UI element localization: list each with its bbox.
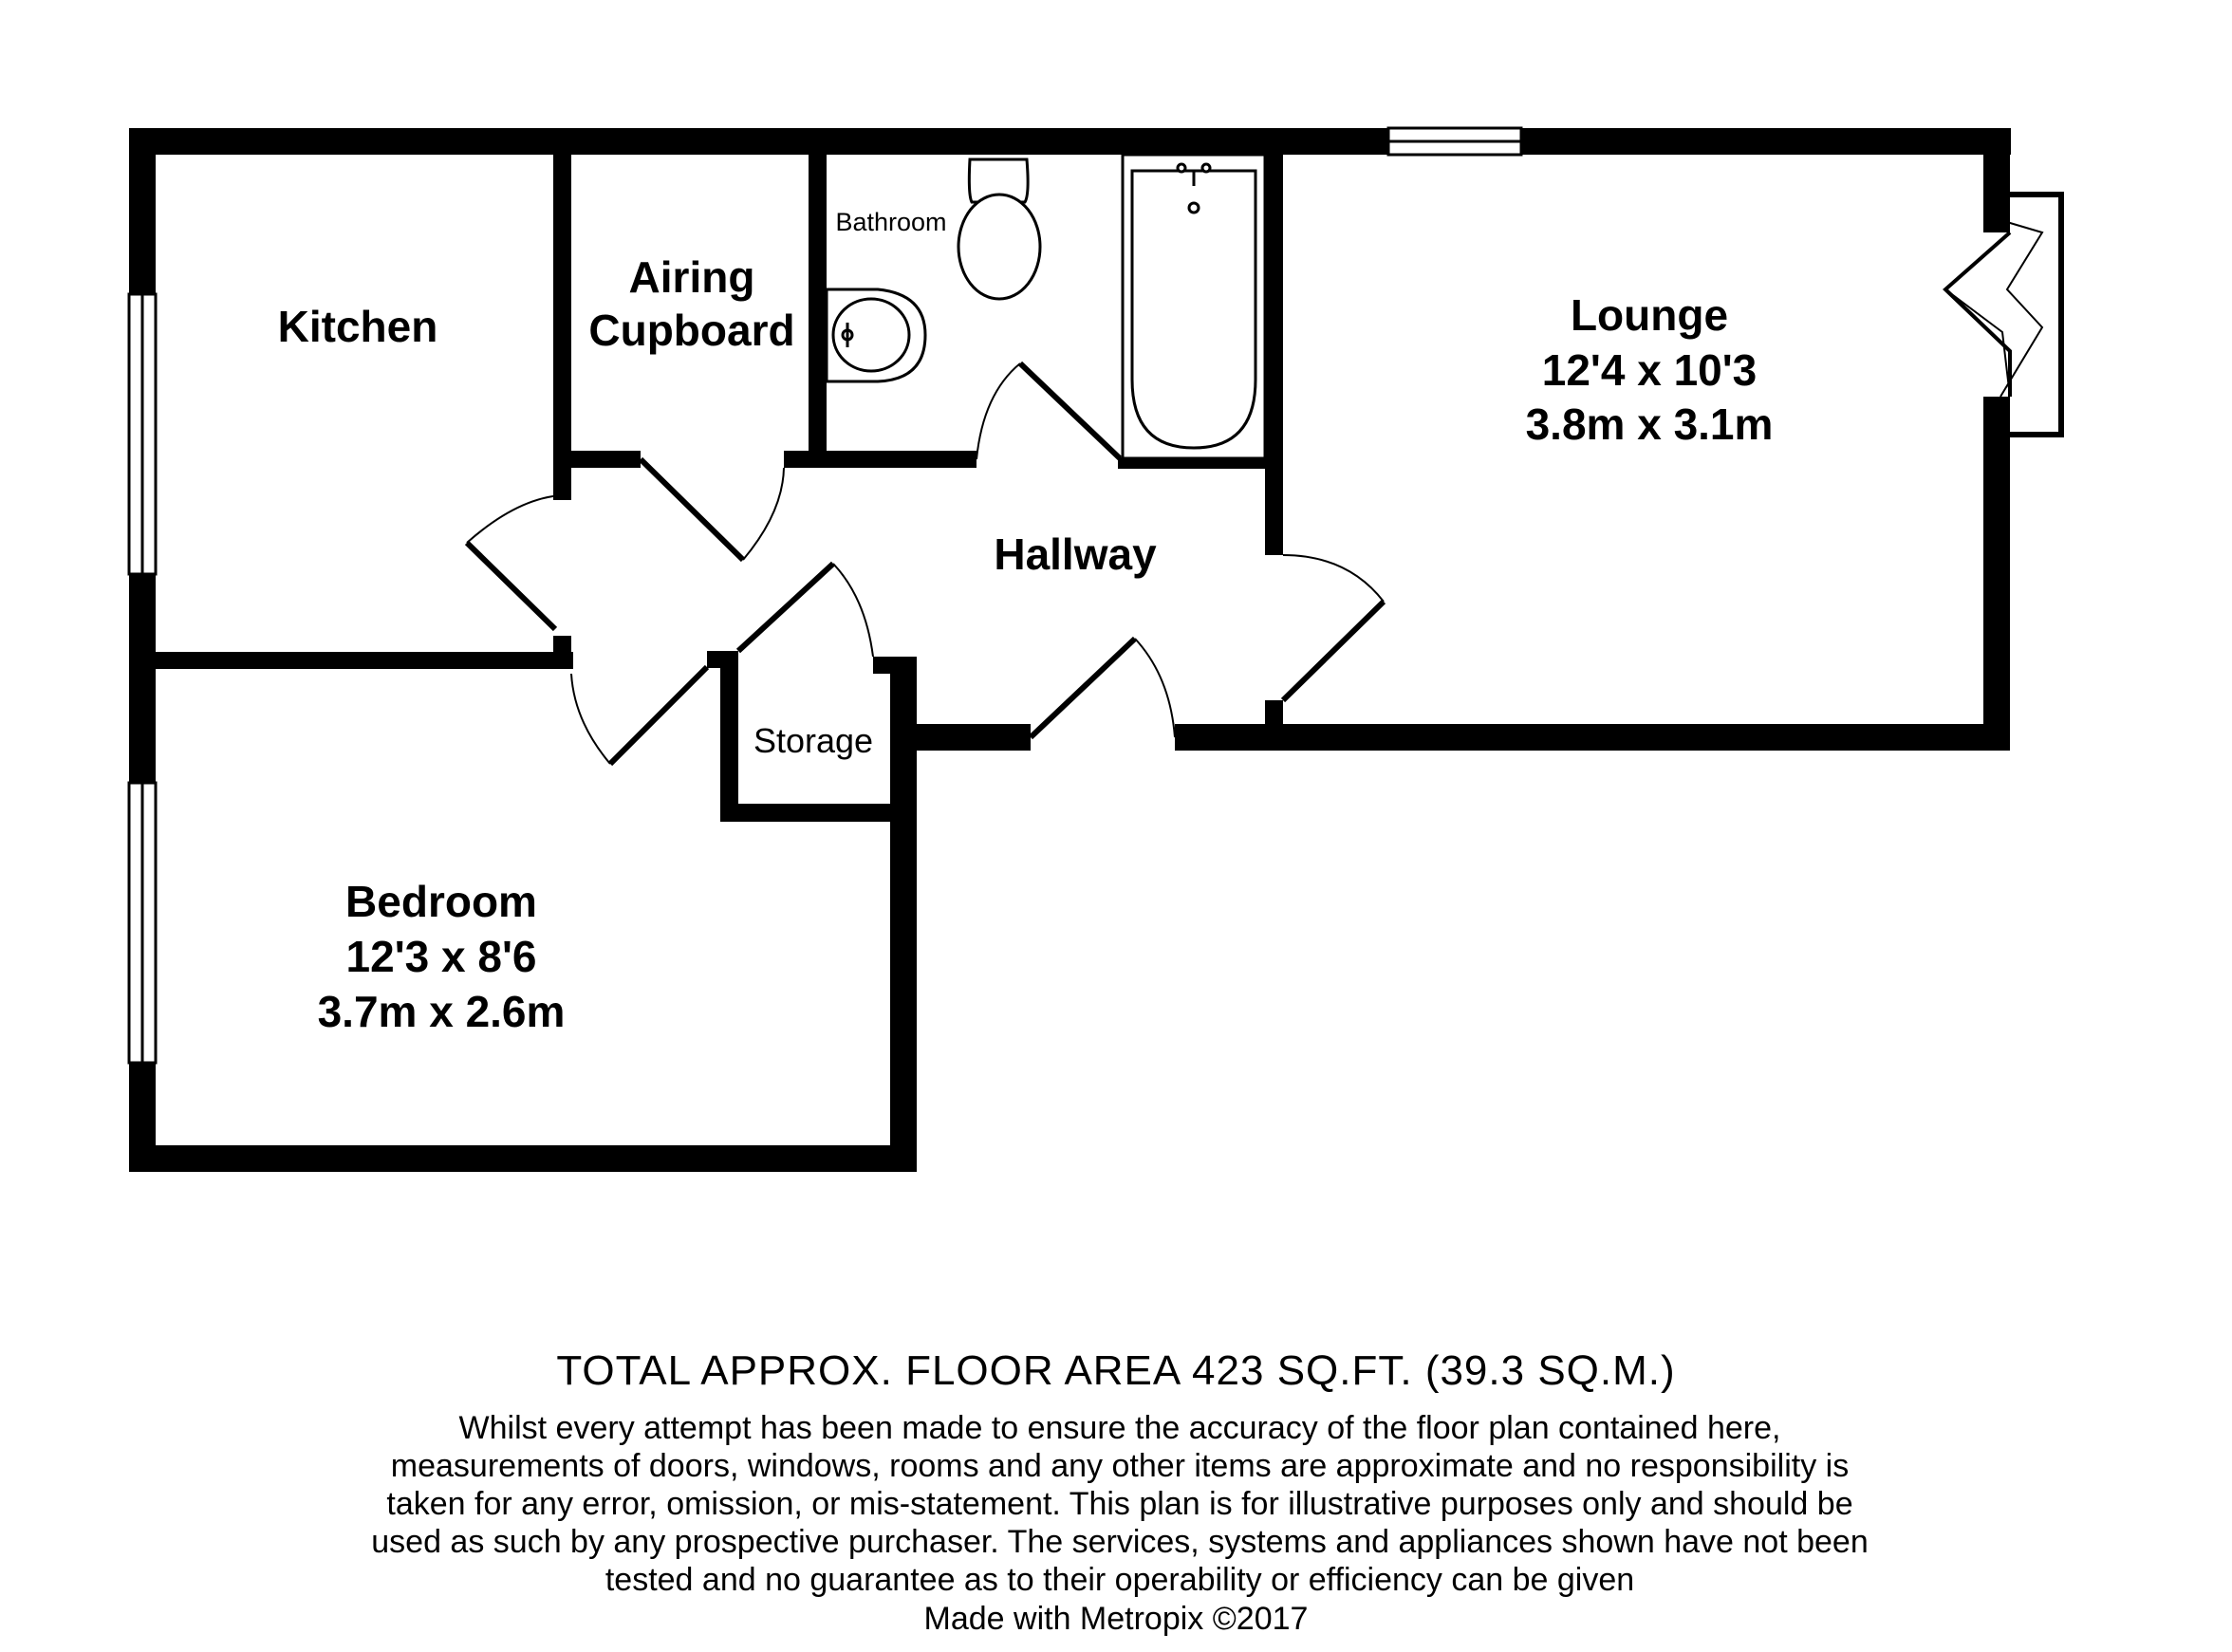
wall-top-right [1521,128,2011,155]
door-lounge [1283,602,1384,700]
door-airing-cupboard [641,459,743,560]
wall-bath-lounge [1265,128,1283,555]
wall-kitchen-door-stub [553,636,571,669]
wall-kitchen-bedroom [129,652,573,669]
wall-bottom-hall-right [1175,724,2010,751]
wall-kitchen-airing [553,128,571,500]
room-labels [278,208,1774,1036]
lounge-dim-metric: 3.8m x 3.1m [1525,399,1774,449]
wall-storage-right [873,657,917,674]
airing-cupboard-label-line1: Airing [628,252,755,302]
wall-right-upper [1983,128,2010,232]
wall-lounge-hall-stub [1265,700,1283,751]
wall-bottom-hall-left [890,724,1031,751]
door-bathroom [1020,363,1120,458]
wall-bottom-bedroom [129,1145,917,1172]
door-bedroom [610,667,707,764]
wall-left-middle [129,574,156,783]
door-storage [738,564,833,651]
storage-label: Storage [753,721,874,760]
bathroom-fixtures [827,155,1265,458]
hallway-label: Hallway [994,529,1157,579]
disclaimer-text: Whilst every attempt has been made to ensure the accuracy of the floor plan contained here, measurements of doors, windows, rooms and any other items are approximate and no responsibility is taken for any error, omission, or mis-statement. This plan is for illustrative purposes only and should be used as such by any prospective purchaser. The services, systems and appliances shown have not been tested and no guarantee as to their operability or efficiency can be given [371,1410,1869,1598]
wall-bath-bottom-left [784,451,976,468]
bedroom-label: Bedroom [345,877,537,926]
wall-top-left [129,128,1388,155]
airing-cupboard-label-line2: Cupboard [588,306,795,355]
wall-right-lower [1983,397,2010,751]
lounge-dim-imperial: 12'4 x 10'3 [1541,345,1758,395]
bedroom-dim-metric: 3.7m x 2.6m [317,987,566,1036]
wall-storage-stub [707,651,738,668]
wall-storage-bottom [720,804,917,822]
door-entrance [1031,639,1135,737]
wall-airing-bottom [553,451,641,468]
door-kitchen [467,543,555,629]
kitchen-label: Kitchen [277,302,438,351]
bedroom-dim-imperial: 12'3 x 8'6 [345,932,537,981]
wall-left-upper [129,128,156,294]
lounge-label: Lounge [1570,290,1729,340]
basin-icon [827,289,925,381]
toilet-icon [958,159,1040,299]
total-floor-area: TOTAL APPROX. FLOOR AREA 423 SQ.FT. (39.3 SQ.M.) [556,1347,1676,1394]
metropix-credit: Made with Metropix ©2017 [923,1601,1309,1637]
wall-airing-bath-upper [809,128,827,468]
wall-storage-left [720,651,738,822]
bathroom-label: Bathroom [835,208,947,236]
